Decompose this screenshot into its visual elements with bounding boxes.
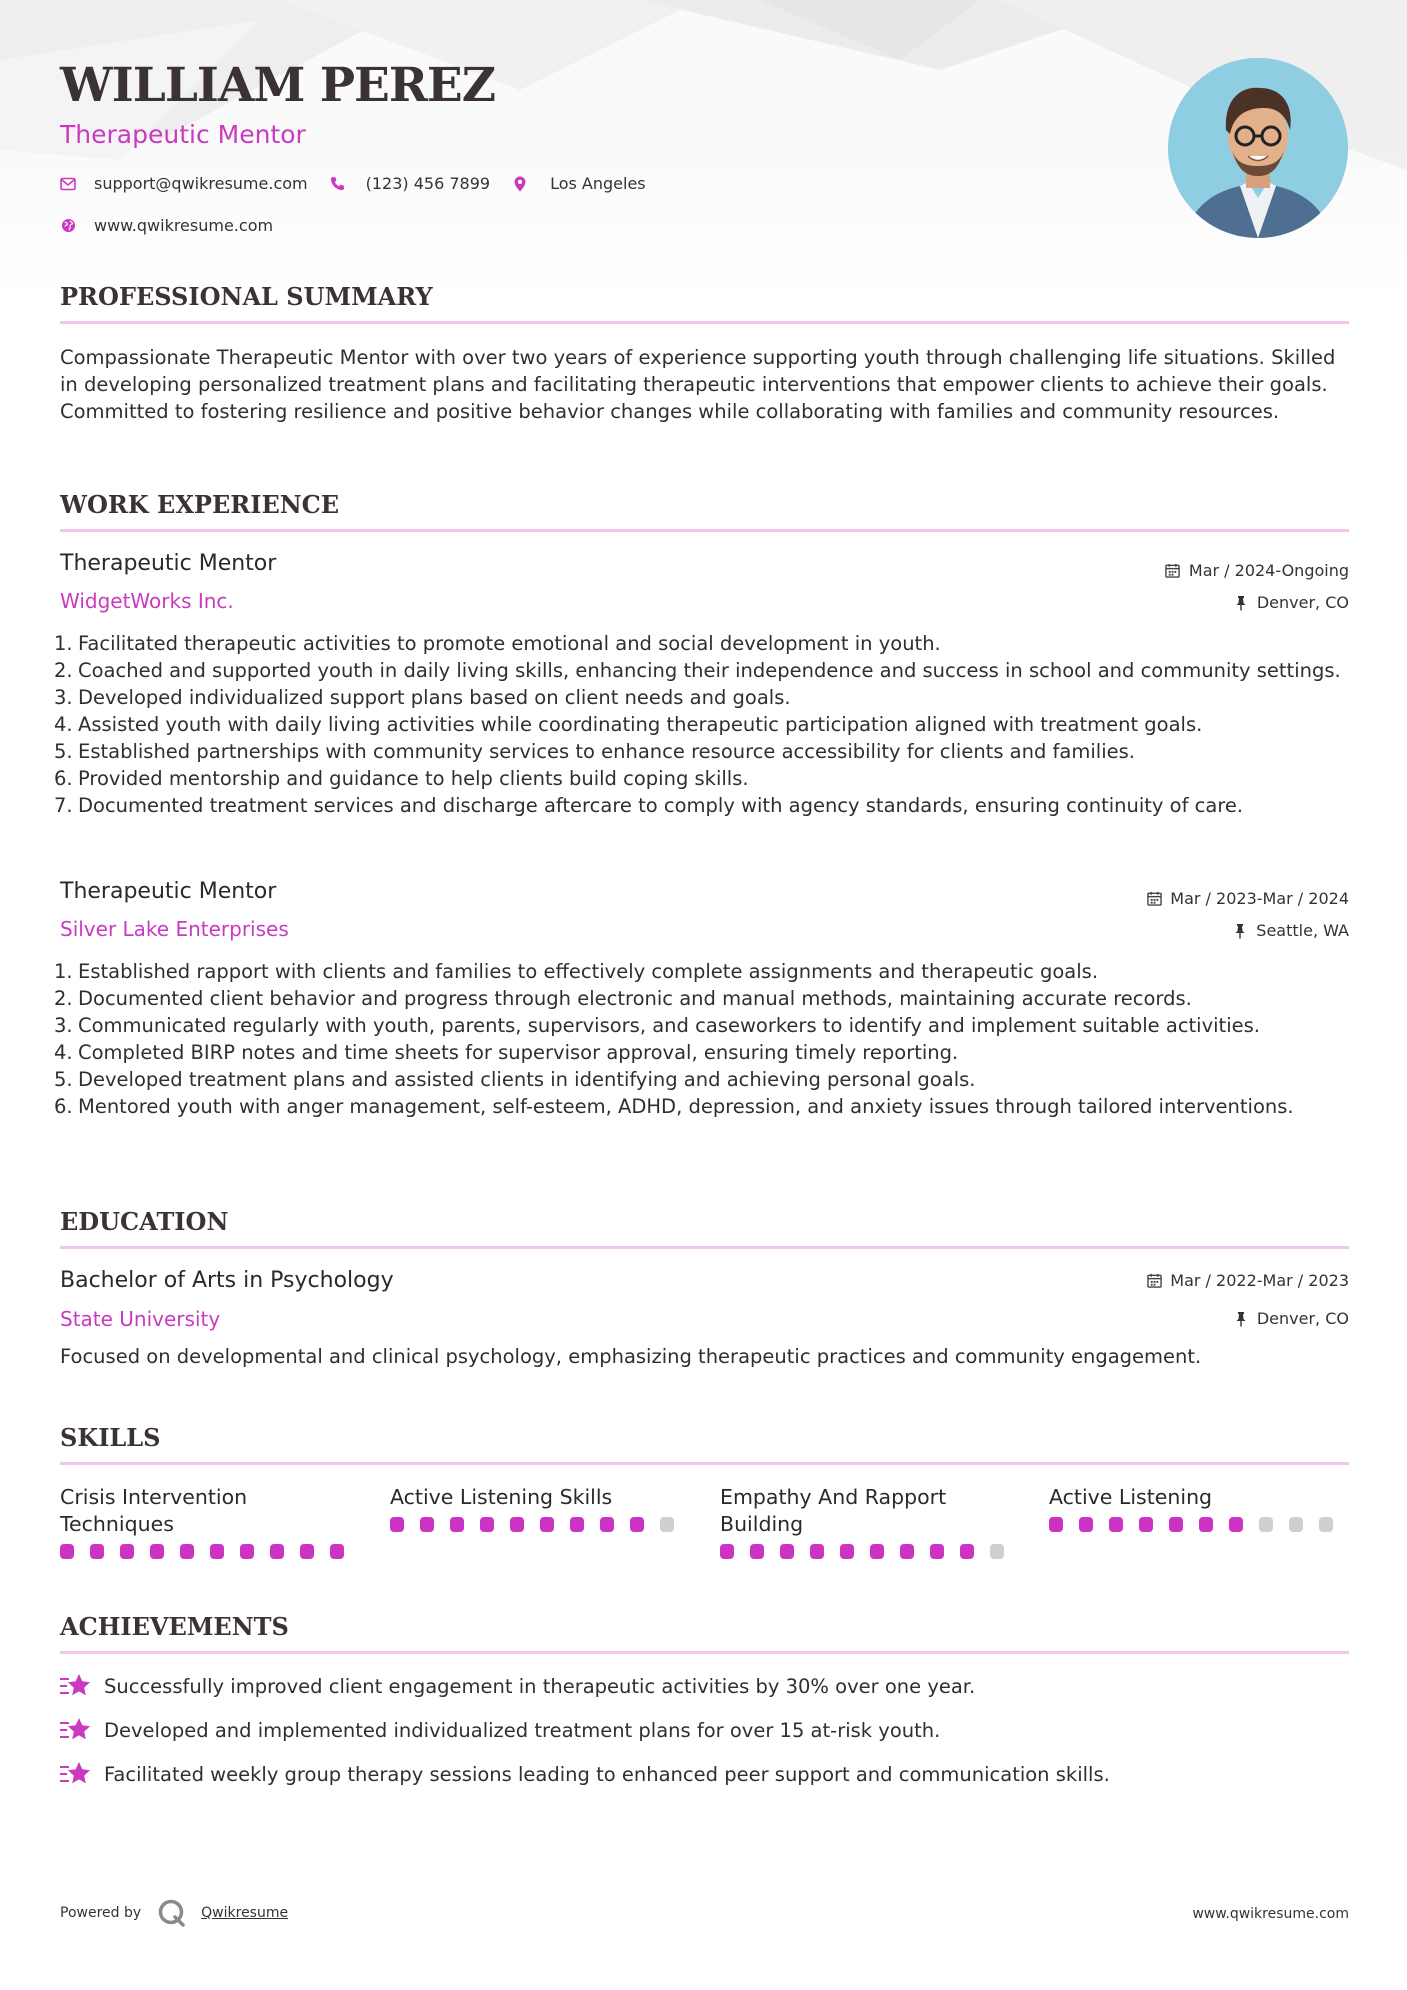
skill-dot [960,1544,974,1559]
skill-dot [840,1544,854,1559]
skill-item [60,1484,360,1559]
list-item: Completed BIRP notes and time sheets for supervisor approval, ensuring timely reporting. [78,1041,959,1064]
skill-dot [540,1517,554,1532]
skill-dot [330,1544,344,1559]
summary-divider [60,321,1349,324]
star-icon [60,1673,92,1699]
skill-name: Crisis Intervention Techniques [60,1485,248,1536]
globe-icon [60,218,76,234]
job-location-text: Denver, CO [1256,593,1349,612]
skill-dot [420,1517,434,1532]
pushpin-icon [1233,595,1249,611]
job-date-text: Mar / 2023-Mar / 2024 [1170,889,1349,908]
summary-heading: PROFESSIONAL SUMMARY [60,282,433,311]
skill-dot [660,1517,674,1532]
skills-divider [60,1462,1349,1465]
skill-dot [1079,1517,1093,1532]
list-item: Developed individualized support plans based on client needs and goals. [78,686,791,709]
skill-name: Active Listening Skills [390,1485,613,1509]
skill-dot [390,1517,404,1532]
education-divider [60,1246,1349,1249]
achievement-item [60,1717,940,1743]
skill-dot [180,1544,194,1559]
qwikresume-link[interactable]: Qwikresume [201,1905,289,1921]
education-heading: EDUCATION [60,1207,229,1236]
degree-title: Bachelor of Arts in Psychology [60,1268,394,1293]
contact-website[interactable] [60,216,273,235]
skill-rating [390,1517,690,1532]
profile-photo [1168,58,1348,238]
skill-dot [780,1544,794,1559]
list-item: Established rapport with clients and families to effectively complete assignments and therapeutic goals. [78,960,1099,983]
email-text: support@qwikresume.com [94,174,308,193]
job-company: Silver Lake Enterprises [60,917,289,941]
footer-powered-by [60,1898,288,1928]
skill-dot [270,1544,284,1559]
skill-dot [1289,1517,1303,1532]
job-company: WidgetWorks Inc. [60,589,234,613]
list-item: Communicated regularly with youth, parents, supervisors, and caseworkers to identify and implement suitable activities. [78,1014,1260,1037]
skill-dot [1139,1517,1153,1532]
job-title: Therapeutic Mentor [60,879,277,904]
skill-dot [720,1544,734,1559]
skill-name: Empathy And Rapport Building [720,1485,947,1536]
calendar-icon [1146,1273,1162,1289]
job-location-text: Seattle, WA [1256,921,1349,940]
list-item: Mentored youth with anger management, self-esteem, ADHD, depression, and anxiety issues through tailored interventions. [78,1095,1294,1118]
job-date [1146,889,1349,908]
pushpin-icon [1233,1311,1249,1327]
job-location [1233,593,1349,612]
job-location [1232,921,1349,940]
calendar-icon [1146,891,1162,907]
list-item: Provided mentorship and guidance to help clients build coping skills. [78,767,749,790]
location-text: Los Angeles [550,174,646,193]
job-date [1165,561,1349,580]
skill-dot [630,1517,644,1532]
education-location-text: Denver, CO [1256,1309,1349,1328]
website-text: www.qwikresume.com [94,216,274,235]
achievements-divider [60,1651,1349,1654]
footer-website[interactable]: www.qwikresume.com [1192,1906,1349,1922]
skill-dot [900,1544,914,1559]
skill-dot [570,1517,584,1532]
candidate-name: WILLIAM PEREZ [60,58,496,113]
star-icon [60,1761,92,1787]
experience-divider [60,529,1349,532]
skill-item [720,1484,1020,1559]
star-icon [60,1717,92,1743]
experience-heading: WORK EXPERIENCE [60,490,340,519]
skill-dot [1319,1517,1333,1532]
achievement-item [60,1761,1110,1787]
school-name: State University [60,1307,221,1331]
job-bullets [60,630,1349,819]
skill-dot [600,1517,614,1532]
skill-dot [1229,1517,1243,1532]
contact-phone[interactable] [330,174,490,193]
contact-row-secondary [60,216,295,235]
list-item: Facilitated therapeutic activities to promote emotional and social development in youth. [78,632,941,655]
education-date-text: Mar / 2022-Mar / 2023 [1170,1271,1349,1290]
map-pin-icon [512,176,528,192]
skill-dot [930,1544,944,1559]
job-title: Therapeutic Mentor [60,551,277,576]
skill-dot [750,1544,764,1559]
list-item: Developed treatment plans and assisted clients in identifying and achieving personal goals. [78,1068,976,1091]
education-description: Focused on developmental and clinical psychology, emphasizing therapeutic practices and community engagement. [60,1345,1202,1368]
skill-dot [990,1544,1004,1559]
contact-location [512,174,646,193]
contact-email[interactable] [60,174,308,193]
qwikresume-logo-icon [157,1898,187,1928]
education-date [1146,1271,1349,1290]
list-item: Coached and supported youth in daily living skills, enhancing their independence and success in school and community settings. [78,659,1341,682]
achievement-text: Facilitated weekly group therapy sessions leading to enhanced peer support and communication skills. [104,1762,1110,1786]
job-bullets [60,958,1349,1120]
skill-dot [1049,1517,1063,1532]
powered-by-label: Powered by [60,1905,142,1921]
skill-dot [1199,1517,1213,1532]
skill-dot [1259,1517,1273,1532]
skill-dot [240,1544,254,1559]
pushpin-icon [1232,923,1248,939]
skill-dot [60,1544,74,1559]
skill-dot [450,1517,464,1532]
list-item: Documented client behavior and progress through electronic and manual methods, maintaining accurate records. [78,987,1192,1010]
skill-dot [1169,1517,1183,1532]
phone-icon [330,176,346,192]
summary-text: Compassionate Therapeutic Mentor with over two years of experience supporting youth through challenging life situations. Skilled in developing personalized treatment plans and facilitating therapeutic interventions that empower clients to achieve their goals. Committed to fostering resilience and positive behavior changes while collaborating with families and community resources. [60,346,1336,423]
skill-dot [1109,1517,1123,1532]
skill-dot [90,1544,104,1559]
skill-rating [720,1544,1020,1559]
skill-rating [1049,1517,1349,1532]
list-item: Established partnerships with community services to enhance resource accessibility for clients and families. [78,740,1135,763]
skill-dot [120,1544,134,1559]
skill-dot [480,1517,494,1532]
achievements-heading: ACHIEVEMENTS [60,1612,289,1641]
candidate-role: Therapeutic Mentor [60,120,306,149]
achievement-item [60,1673,975,1699]
skill-item [390,1484,690,1532]
skill-dot [150,1544,164,1559]
skill-dot [210,1544,224,1559]
skill-rating [60,1544,360,1559]
job-date-text: Mar / 2024-Ongoing [1188,561,1349,580]
achievement-text: Developed and implemented individualized treatment plans for over 15 at-risk youth. [104,1718,941,1742]
education-location [1233,1309,1349,1328]
list-item: Assisted youth with daily living activities while coordinating therapeutic participation aligned with treatment goals. [78,713,1203,736]
skill-name: Active Listening [1049,1485,1213,1509]
achievement-text: Successfully improved client engagement in therapeutic activities by 30% over one year. [104,1674,976,1698]
contact-row-primary [60,174,668,193]
skill-item [1049,1484,1349,1532]
skills-heading: SKILLS [60,1423,161,1452]
envelope-icon [60,176,76,192]
list-item: Documented treatment services and discharge aftercare to comply with agency standards, ensuring continuity of care. [78,794,1244,817]
phone-text: (123) 456 7899 [365,174,491,193]
skill-dot [300,1544,314,1559]
skill-dot [810,1544,824,1559]
skill-dot [870,1544,884,1559]
calendar-icon [1165,563,1181,579]
skill-dot [510,1517,524,1532]
